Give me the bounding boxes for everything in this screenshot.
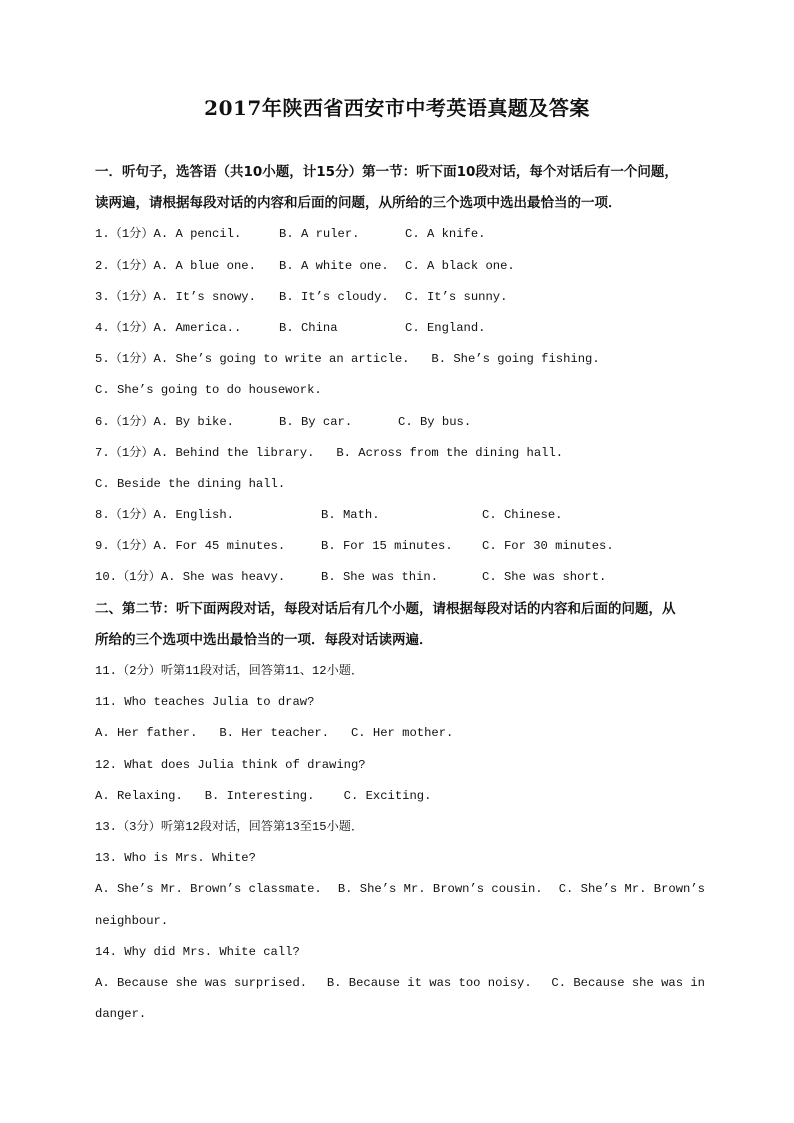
question-10 xyxy=(95,565,705,596)
section2-instruction-line1: 二、第二节：听下面两段对话，每段对话后有几个小题，请根据每段对话的内容和后面的问题，从 xyxy=(95,600,676,617)
q3-option-a: 3.（1分）A. It’s snowy. xyxy=(95,289,256,304)
section2-instruction-line2: 所给的三个选项中选出最恰当的一项．每段对话读两遍． xyxy=(95,631,433,648)
q9-option-c: C. For 30 minutes. xyxy=(482,539,614,554)
q2-option-a: 2.（1分）A. A blue one. xyxy=(95,258,256,273)
q4-option-c: C. England. xyxy=(405,320,486,335)
q1-option-c: C. A knife. xyxy=(405,227,486,242)
question-7-line1: 7.（1分）A. Behind the library. B. Across from the dining hall. xyxy=(95,445,564,460)
q9-option-a: 9.（1分）A. For 45 minutes. xyxy=(95,539,286,554)
page-title: 2017年陕西省西安市中考英语真题及答案 xyxy=(204,96,590,120)
q8-option-a: 8.（1分）A. English. xyxy=(95,508,234,523)
q11-intro: 11.（2分）听第11段对话，回答第11、12小题． xyxy=(95,664,364,678)
q14-option-a: A. Because she was surprised. xyxy=(95,975,308,990)
q12-stem: 12. What does Julia think of drawing? xyxy=(95,757,366,772)
q14-option-c: C. Because she was in xyxy=(551,975,705,990)
q4-option-a: 4.（1分）A. America.. xyxy=(95,320,242,335)
q13-stem: 13. Who is Mrs. White? xyxy=(95,851,256,866)
question-6 xyxy=(95,410,705,441)
q14-options-continued: danger. xyxy=(95,1007,147,1022)
question-8 xyxy=(95,503,705,534)
exam-body xyxy=(95,160,705,1033)
question-1 xyxy=(95,222,705,253)
q1-option-b: B. A ruler. xyxy=(279,227,360,242)
q8-option-c: C. Chinese. xyxy=(482,508,563,523)
section1-instruction-line1: 一．听句子，选答语（共10小题，计15分）第一节：听下面10段对话，每个对话后有一个问题， xyxy=(95,164,678,180)
q11-options: A. Her father. B. Her teacher. C. Her mother. xyxy=(95,726,454,741)
q10-option-b: B. She was thin. xyxy=(321,570,439,585)
q3-option-b: B. It’s cloudy. xyxy=(279,289,389,304)
q6-option-c: C. By bus. xyxy=(398,414,472,429)
q10-option-c: C. She was short. xyxy=(482,570,607,585)
q9-option-b: B. For 15 minutes. xyxy=(321,539,453,554)
question-7-line2: C. Beside the dining hall. xyxy=(95,476,286,491)
q2-option-c: C. A black one. xyxy=(405,258,515,273)
question-4 xyxy=(95,316,705,347)
section1-instruction-line2: 读两遍，请根据每段对话的内容和后面的问题，从所给的三个选项中选出最恰当的一项． xyxy=(95,195,622,212)
q13-option-c: C. She’s Mr. Brown’s xyxy=(558,882,705,897)
q13-options xyxy=(95,877,705,908)
question-2 xyxy=(95,254,705,285)
question-3 xyxy=(95,285,705,316)
q11-stem: 11. Who teaches Julia to draw? xyxy=(95,695,315,710)
q12-options: A. Relaxing. B. Interesting. C. Exciting. xyxy=(95,788,432,803)
q14-options xyxy=(95,971,705,1002)
q3-option-c: C. It’s sunny. xyxy=(405,289,508,304)
question-5-line1: 5.（1分）A. She’s going to write an article. B. She’s going fishing. xyxy=(95,352,600,367)
q8-option-b: B. Math. xyxy=(321,508,380,523)
q13-option-a: A. She’s Mr. Brown’s classmate. xyxy=(95,882,322,897)
q13-option-b: B. She’s Mr. Brown’s cousin. xyxy=(337,882,543,897)
q14-option-b: B. Because it was too noisy. xyxy=(326,975,532,990)
q6-option-b: B. By car. xyxy=(279,414,353,429)
q4-option-b: B. China xyxy=(279,320,338,335)
q2-option-b: B. A white one. xyxy=(279,258,389,273)
q13-intro: 13.（3分）听第12段对话，回答第13至15小题． xyxy=(95,819,364,834)
question-9 xyxy=(95,534,705,565)
q13-options-continued: neighbour. xyxy=(95,913,169,928)
q6-option-a: 6.（1分）A. By bike. xyxy=(95,414,234,429)
q1-option-a: 1.（1分）A. A pencil. xyxy=(95,227,242,242)
q10-option-a: 10.（1分）A. She was heavy. xyxy=(95,570,286,585)
question-5-line2: C. She’s going to do housework. xyxy=(95,383,322,398)
q14-stem: 14. Why did Mrs. White call? xyxy=(95,944,300,959)
